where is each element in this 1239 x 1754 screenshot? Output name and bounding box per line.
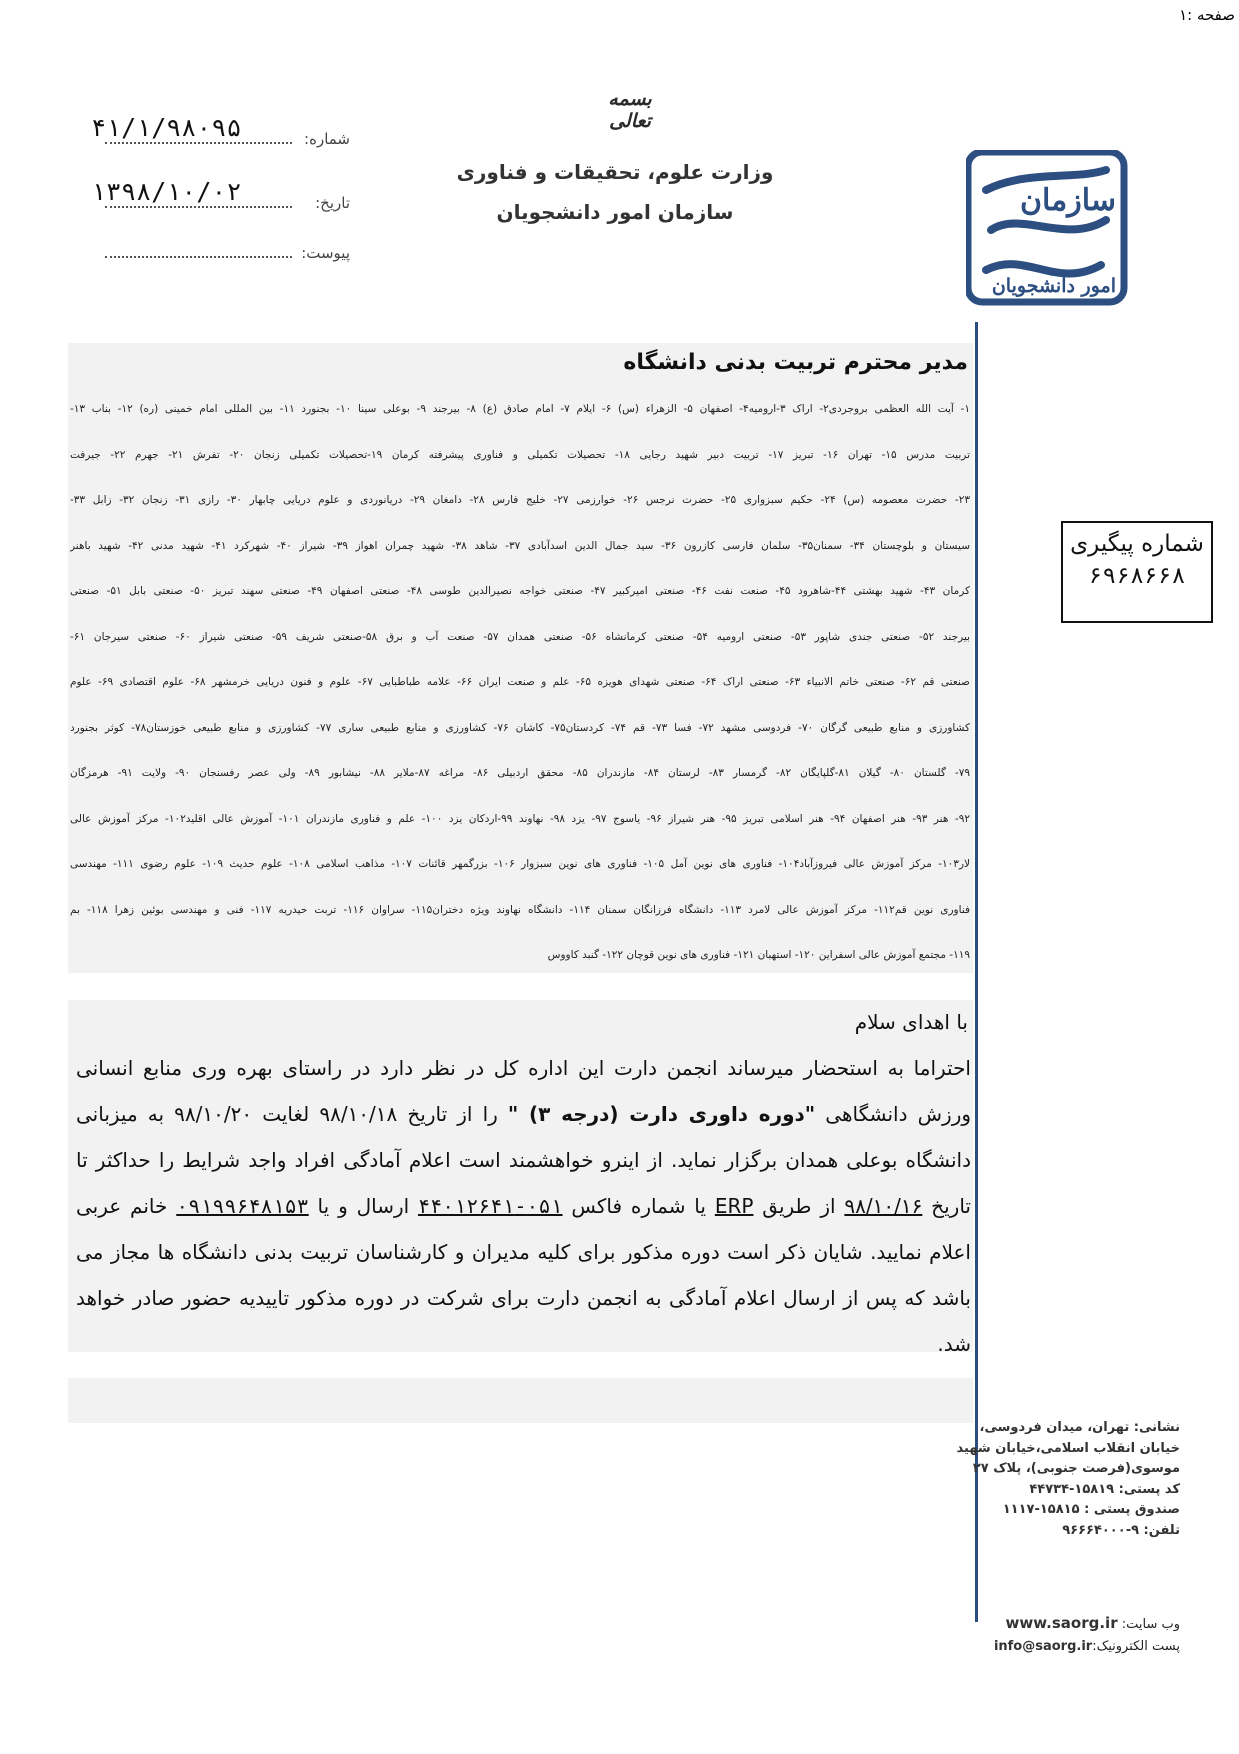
email-link[interactable]: info@saorg.ir: [993, 1639, 1093, 1654]
number-label: شماره:: [304, 130, 350, 148]
organization-logo: [966, 150, 1128, 320]
body-text-part: را از تاریخ ۹۸/۱۰/۱۸ لغایت ۹۸/۱۰/۲۰ به میزبانی دانشگاه بوعلی همدان برگزار نماید. از اینرو خواهشمند است اعلام آمادگی افراد واجد شرایط را حداکثر تا تاریخ: [76, 1102, 971, 1218]
greeting: با اهدای سلام: [854, 1010, 968, 1034]
date-label: تاریخ:: [315, 194, 350, 212]
letter-date-field: [91, 177, 350, 216]
university-list-line: ۱۱۹- مجتمع آموزش عالی اسفراین ۱۲۰- استهبان ۱۲۱- فناوری های نوین قوچان ۱۲۲- گنبد کاووس: [547, 949, 970, 961]
date-dotted-line: [105, 206, 292, 208]
letter-body: [76, 1045, 971, 1367]
organization-name: سازمان امور دانشجویان: [496, 200, 734, 224]
attachment-label: پیوست:: [301, 244, 350, 262]
university-list-line: کرمان ۴۳- شهید بهشتی ۴۴-شاهرود ۴۵- صنعت نفت ۴۶- صنعتی امیرکبیر ۴۷- صنعتی خواجه نصیرالدین طوسی ۴۸- صنعتی اصفهان ۴۹- صنعتی سهند تبریز ۵۰- صنعتی بابل ۵۱- صنعتی: [70, 585, 970, 597]
email-label: پست الکترونیک:: [1092, 1639, 1180, 1654]
website-label: وب سایت:: [1121, 1617, 1180, 1632]
address-line: موسوی(فرصت جنوبی)، پلاک ۲۷: [972, 1461, 1180, 1476]
footer-contact: [985, 1612, 1180, 1658]
university-list: [70, 395, 970, 987]
date-value: ۱۳۹۸/۱۰/۰۲: [91, 177, 242, 206]
website-row: [985, 1612, 1180, 1636]
logo-word-line2: امور دانشجویان: [991, 275, 1116, 297]
footer-address: [956, 1418, 1180, 1541]
university-list-line: ۱- آیت الله العظمی بروجردی۲- اراک ۳-ارومیه۴- اصفهان ۵- الزهراء (س) ۶- ایلام ۷- امام صادق (ع) ۸- بیرجند ۹- بوعلی سینا ۱۰- بجنورد ۱۱- بین المللی امام خمینی (ره) ۱۲- بناب ۱۳-: [70, 403, 970, 415]
university-list-line: بیرجند ۵۲- صنعتی جندی شاپور ۵۳- صنعتی ارومیه ۵۴- صنعتی کرمانشاه ۵۶- صنعتی همدان ۵۷- صنعت آب و برق ۵۸-صنعتی شریف ۵۹- صنعتی شیراز ۶۰- صنعتی سیرجان ۶۱-: [70, 630, 970, 643]
university-list-line: لار۱۰۳- مرکز آموزش عالی فیروزآباد۱۰۴- فناوری های نوین آمل ۱۰۵- فناوری های نوین سبزوار ۱۰۶- بزرگمهر قائنات ۱۰۷- مذاهب اسلامی ۱۰۸- علوم حدیث ۱۰۹- علوم رضوی ۱۱۱- مهندسی: [70, 858, 970, 870]
logo-calligraphy-icon: [966, 150, 1128, 320]
university-list-line: کشاورزی و منابع طبیعی گرگان ۷۰- فردوسی مشهد ۷۲- فسا ۷۳- قم ۷۴- کردستان۷۵- کاشان ۷۶- کشاورزی و منابع طبیعی ساری ۷۷- کشاورزی و منابع طبیعی خوزستان۷۸- کوثر بجنورد: [70, 721, 970, 734]
tracking-label: شماره پیگیری: [1070, 531, 1204, 557]
university-list-line: ۹۲- هنر ۹۳- هنر اصفهان ۹۴- هنر اسلامی تبریز ۹۵- هنر شیراز ۹۶- یاسوج ۹۷- یزد ۹۸- نهاوند ۹۹-اردکان یزد ۱۰۰- علم و فناوری مازندران ۱۰۱- آموزش عالی اقلید۱۰۲- مرکز آموزش عالی: [70, 812, 970, 825]
deadline-date: ۹۸/۱۰/۱۶: [844, 1194, 923, 1218]
attachment-dotted-line: [105, 256, 292, 258]
margin-vertical-rule: [975, 322, 978, 1622]
page-number: صفحه :۱: [1179, 6, 1235, 24]
number-dotted-line: [105, 142, 292, 144]
university-list-line: تربیت مدرس ۱۵- تهران ۱۶- تبریز ۱۷- تربیت دبیر شهید رجایی ۱۸- تحصیلات تکمیلی و فناوری پیشرفته کرمان ۱۹-تحصیلات تکمیلی زنجان ۲۰- تفرش ۲۱- جهرم ۲۲- جیرفت: [70, 448, 970, 461]
body-text-part: ارسال و یا: [308, 1194, 419, 1218]
email-row: [985, 1636, 1180, 1658]
body-text-part: یا شماره فاکس: [562, 1194, 715, 1218]
address-line: کد پستی: ۱۵۸۱۹-۴۴۷۳۴: [1029, 1481, 1180, 1497]
empty-gray-bar: [68, 1378, 973, 1423]
letter-number-field: [91, 113, 350, 152]
university-list-line: ۷۹- گلستان ۸۰- گیلان ۸۱-گلپایگان ۸۲- گرمسار ۸۳- لرستان ۸۴- مازندران ۸۵- محقق اردبیلی ۸۶- مراغه ۸۷-ملایر ۸۸- نیشابور ۸۹- ولی عصر رفسنجان ۹۰- ولایت ۹۱- هرمزگان: [70, 767, 970, 779]
attachment-field: [105, 232, 350, 266]
body-text-part: احتراما به استحضار میرساند انجمن دارت این اداره کل در نظر دارد در راستای بهره وری منابع انسانی ورزش دانشگاهی: [76, 1056, 972, 1126]
mobile-number: ۰۹۱۹۹۶۴۸۱۵۳: [176, 1194, 309, 1218]
university-list-line: فناوری نوین قم۱۱۲- مرکز آموزش عالی لامرد ۱۱۳- دانشگاه فرزانگان سمنان ۱۱۴- دانشگاه نهاوند ویژه دختران۱۱۵- سراوان ۱۱۶- تربت حیدریه ۱۱۷- فنی و مهندسی بوئین زهرا ۱۱۸- بم: [70, 903, 970, 916]
number-value: ۴۱/۱/۹۸۰۹۵: [91, 113, 242, 142]
university-list-line: صنعتی قم ۶۲- صنعتی خاتم الانبیاء ۶۳- صنعتی اراک ۶۴- صنعتی شهدای هویزه ۶۵- علم و صنعت ایران ۶۶- علامه طباطبایی ۶۷- علوم و فنون دریایی خرمشهر ۶۸- علوم اقتصادی ۶۹- علوم: [70, 676, 970, 688]
address-line: تلفن: ۹-۹۶۶۶۴۰۰۰: [1062, 1522, 1180, 1538]
recipient-title: مدیر محترم تربیت بدنی دانشگاه: [623, 350, 968, 375]
body-text-part: خانم عربی اعلام نمایید. شایان ذکر است دوره مذکور برای کلیه مدیران و کارشناسان تربیت بدنی دانشگاه ها مجاز می باشد که پس از ارسال اعلام آمادگی به انجمن دارت برای شرکت در دوره مذکور تاییدیه حضور صادر خواهد شد.: [76, 1194, 971, 1356]
tracking-number: ۶۹۶۸۶۶۸: [1088, 563, 1186, 589]
body-text-part: از طریق: [753, 1194, 845, 1218]
address-line: صندوق پستی : ۱۵۸۱۵-۱۱۱۷: [1002, 1502, 1180, 1517]
tracking-number-box: [1061, 521, 1213, 623]
website-link[interactable]: www.saorg.ir: [1005, 1614, 1118, 1632]
course-name: "دوره داوری دارت (درجه ۳) ": [507, 1102, 816, 1126]
ministry-name: وزارت علوم، تحقیقات و فناوری: [456, 160, 774, 184]
address-line: نشانی: تهران، میدان فردوسی،: [979, 1420, 1180, 1435]
address-line: خیابان انقلاب اسلامی،خیابان شهید: [956, 1440, 1180, 1456]
erp-channel: ERP: [714, 1194, 754, 1218]
fax-number: ۰۵۱-۴۴۰۱۲۶۴۱: [418, 1194, 563, 1218]
logo-word-line1: سازمان: [1019, 183, 1116, 218]
university-list-line: ۲۳- حضرت معصومه (س) ۲۴- حکیم سبزواری ۲۵- حضرت نرجس ۲۶- خوارزمی ۲۷- خلیج فارس ۲۸- دامغان ۲۹- دریانوردی و علوم دریایی چابهار ۳۰- رازی ۳۱- زنجان ۳۲- زابل ۳۳-: [70, 494, 970, 506]
bismillah-heading: بسمه تعالی: [608, 88, 652, 132]
university-list-line: سیستان و بلوچستان ۳۴- سمنان۳۵- سلمان فارسی کازرون ۳۶- سید جمال الدین اسدآبادی ۳۷- شاهد ۳۸- شهید چمران اهواز ۳۹- شیراز ۴۰- شهرکرد ۴۱- شهید مدنی ۴۲- شهید باهنر: [70, 539, 970, 552]
